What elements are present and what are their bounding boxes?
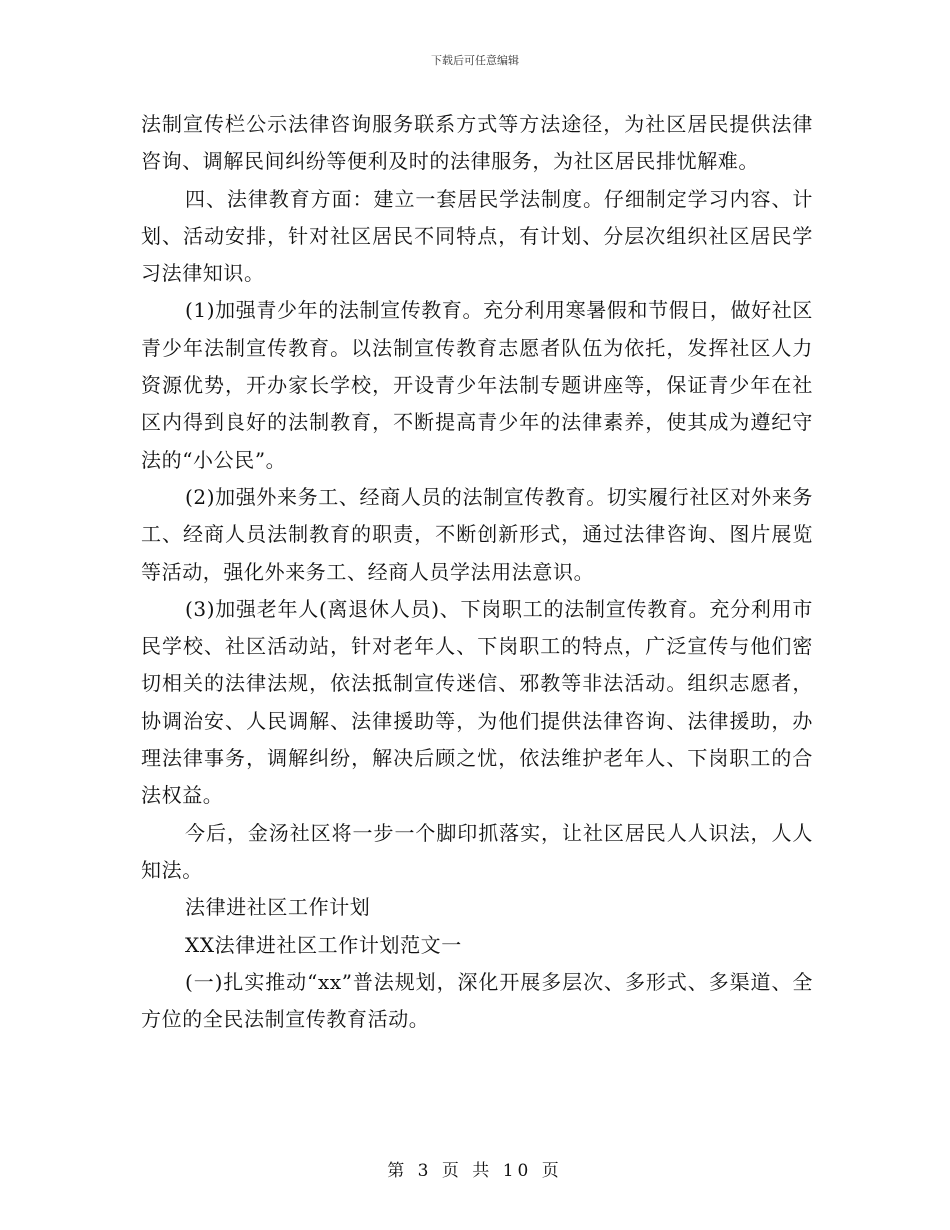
section-title: 法律进社区工作计划	[185, 895, 371, 920]
paragraph-2: 四、法律教育方面：建立一套居民学法制度。仔细制定学习内容、计划、活动安排，针对社区居民不同特点，有计划、分层次组织社区居民学习法律知识。	[141, 186, 813, 286]
paragraph-3: (1)加强青少年的法制宣传教育。充分利用寒暑假和节假日，做好社区青少年法制宣传教育。以法制宣传教育志愿者队伍为依托，发挥社区人力资源优势，开办家长学校，开设青少年法制专题讲座等，保证青少年在社区内得到良好的法制教育，不断提高青少年的法律素养，使其成为遵纪守法的“小公民”。	[141, 298, 813, 472]
paragraph-6: 今后，金汤社区将一步一个脚印抓落实，让社区居民人人识法，人人知法。	[141, 820, 813, 882]
paragraph-7: (一)扎实推动“xx”普法规划，深化开展多层次、多形式、多渠道、全方位的全民法制宣传教育活动。	[141, 969, 813, 1032]
page-header: 下载后可任意编辑	[431, 54, 519, 67]
paragraph-5: (3)加强老年人(离退休人员)、下岗职工的法制宣传教育。充分利用市民学校、社区活动站，针对老年人、下岗职工的特点，广泛宣传与他们密切相关的法律法规，依法抵制宣传迷信、邪教等非法活动。组织志愿者，协调治安、人民调解、法律援助等，为他们提供法律咨询、法律援助，办理法律事务，调解纠纷，解决后顾之忧，依法维护老年人、下岗职工的合法权益。	[141, 596, 813, 808]
page-number-footer: 第 3 页 共 10 页	[387, 1161, 563, 1181]
paragraph-4: (2)加强外来务工、经商人员的法制宣传教育。切实履行社区对外来务工、经商人员法制教育的职责，不断创新形式，通过法律咨询、图片展览等活动，强化外来务工、经商人员学法用法意识。	[141, 484, 813, 584]
document-body	[141, 106, 813, 1038]
paragraph-1: 法制宣传栏公示法律咨询服务联系方式等方法途径，为社区居民提供法律咨询、调解民间纠纷等便利及时的法律服务，为社区居民排忧解难。	[141, 112, 813, 174]
subsection-title: XX法律进社区工作计划范文一	[185, 932, 462, 957]
